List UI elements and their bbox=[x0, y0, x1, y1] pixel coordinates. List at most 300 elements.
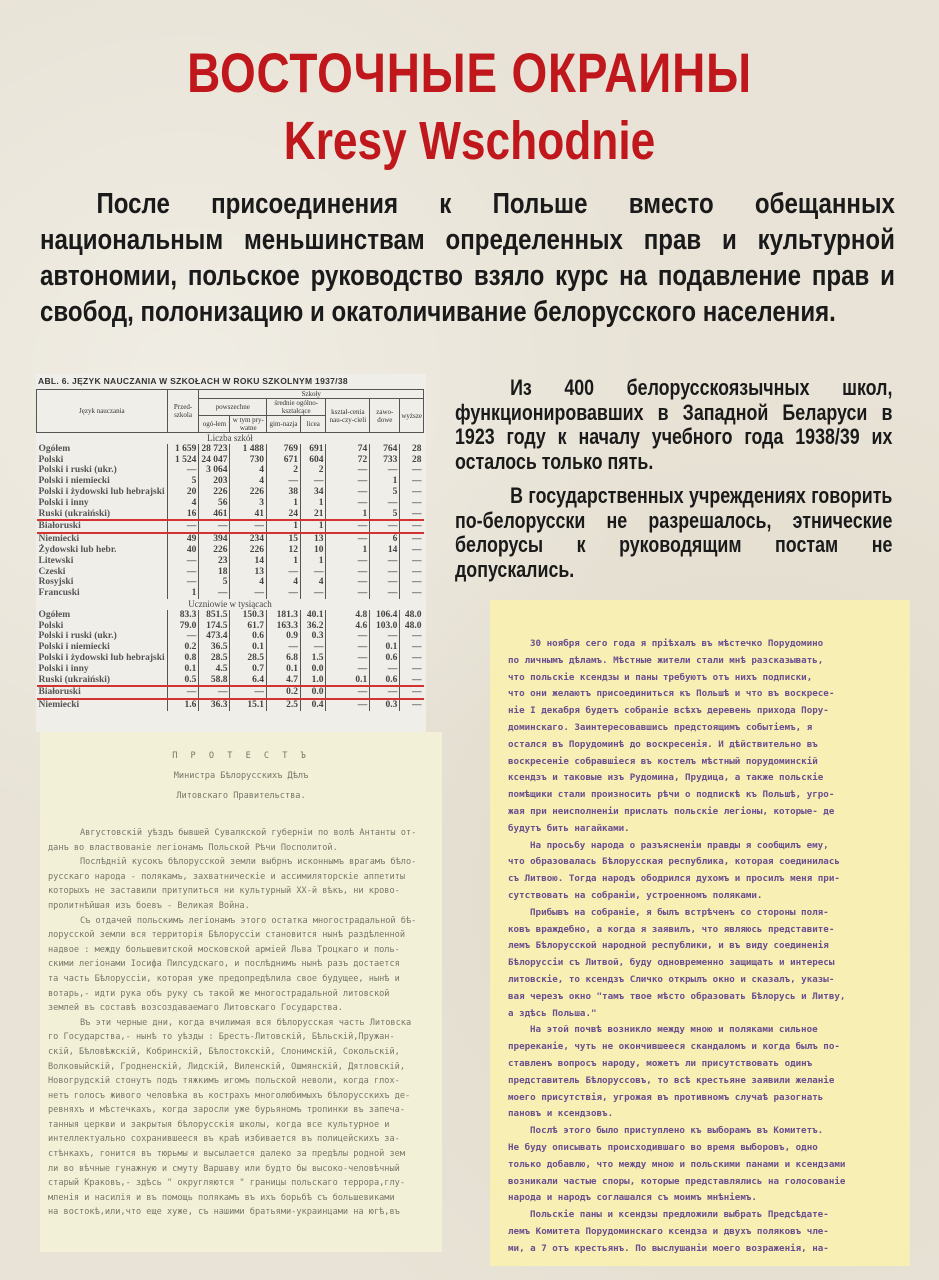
table-cell: 181.3 bbox=[267, 610, 301, 621]
row-label: Litewski bbox=[38, 555, 74, 566]
highlighted-table-row bbox=[37, 686, 424, 699]
table-cell: — bbox=[400, 520, 424, 533]
doc-line: только добавлю, что между мною и польскими панами и ксендзами bbox=[508, 1158, 846, 1170]
table-cell: 226 bbox=[199, 545, 230, 556]
table-cell: — bbox=[267, 642, 301, 653]
doc-line: та часть Бѣлоруссіи, которая уже предопредѣлила свое будущее, нынѣ и bbox=[48, 973, 400, 984]
col-higher: wyższe bbox=[400, 399, 424, 433]
table-cell: — bbox=[167, 577, 199, 588]
table-cell: 48.0 bbox=[400, 621, 424, 632]
table-row bbox=[37, 455, 424, 466]
table-cell: — bbox=[199, 520, 230, 533]
table-cell: 226 bbox=[199, 487, 230, 498]
doc-line: мленія и насилія и въ помощь полякамъ въ ихъ борьбѣ съ большевиками bbox=[48, 1192, 395, 1203]
table-cell: — bbox=[167, 567, 199, 578]
table-caption: ABL. 6. JĘZYK NAUCZANIA W SZKOŁACH W ROKU SZKOLNYM 1937/38 bbox=[38, 376, 348, 386]
col-gymnasium: gim-nazja bbox=[267, 416, 301, 433]
doc-line: интеллектуально сохранившееся въ краѣ избивается въ полицейскихъ за- bbox=[48, 1134, 400, 1145]
doc-line: пререканіе, чуть не окончившееся скандаломъ и когда былъ по- bbox=[508, 1041, 840, 1053]
table-cell: 671 bbox=[267, 455, 301, 466]
doc-line: Прибывъ на собраніе, я былъ встрѣченъ со стороны поля- bbox=[530, 906, 829, 918]
doc-line: ксендзъ и таковые изъ Рудомина, Прудица, а также польскіе bbox=[508, 772, 824, 784]
table-cell: — bbox=[400, 664, 424, 675]
table-cell: 14 bbox=[230, 556, 267, 567]
table-cell: — bbox=[326, 533, 370, 545]
doc-line: лемъ Комитета Порудоминскаго ксендза и двухъ поляковъ чле- bbox=[508, 1225, 829, 1237]
table-cell: 1 bbox=[267, 498, 301, 509]
table-cell: 23 bbox=[199, 556, 230, 567]
row-label: Czeski bbox=[38, 566, 66, 577]
table-cell: 2 bbox=[267, 465, 301, 476]
table-cell: — bbox=[400, 509, 424, 521]
table-cell: 764 bbox=[370, 444, 400, 455]
doc-line: данъ во властвованіе легіонамъ Польской Рѣчи Посполитой. bbox=[48, 842, 338, 853]
row-label: Rosyjski bbox=[38, 577, 74, 588]
table-cell: 12 bbox=[267, 545, 301, 556]
table-cell: 58.8 bbox=[199, 675, 230, 687]
table-cell: — bbox=[300, 642, 326, 653]
table-cell: 0.3 bbox=[300, 631, 326, 642]
table-cell: 0.0 bbox=[300, 686, 326, 699]
doc-line: которыхъ не заставили притупиться ни культурный XX-й вѣкъ, ни крово- bbox=[48, 886, 400, 897]
table-cell: 34 bbox=[300, 487, 326, 498]
table-cell: 0.8 bbox=[167, 653, 199, 664]
table-cell: 0.6 bbox=[370, 653, 400, 664]
row-label: Białoruski bbox=[37, 686, 168, 699]
row-label: Białoruski bbox=[37, 520, 168, 533]
col-lang: Język nauczania bbox=[37, 390, 168, 433]
table-cell: 3 064 bbox=[199, 465, 230, 476]
row-label: Polski i niemiecki bbox=[38, 642, 110, 653]
table-cell: 0.6 bbox=[370, 675, 400, 687]
table-cell: — bbox=[370, 577, 400, 588]
table-cell: — bbox=[326, 577, 370, 588]
table-row bbox=[37, 653, 424, 664]
table-cell: 1 524 bbox=[167, 455, 199, 466]
table-cell: 226 bbox=[230, 545, 267, 556]
table-cell: — bbox=[370, 465, 400, 476]
table-cell: — bbox=[326, 498, 370, 509]
table-cell: 0.4 bbox=[300, 699, 326, 711]
doc-line: 30 ноября сего года я пріѣхалъ въ мѣстечко Порудомино bbox=[530, 638, 824, 649]
doc-line: надвое : между большевитской московской арміей Льва Троцкаго и поль- bbox=[48, 944, 400, 955]
table-cell: — bbox=[267, 588, 301, 599]
table-cell: — bbox=[326, 567, 370, 578]
doc-line: ставленъ вопросъ народу, можетъ ли присутствовать одинъ bbox=[508, 1057, 813, 1069]
col-lyceum: licea bbox=[300, 416, 326, 433]
table-cell: 730 bbox=[230, 455, 267, 466]
table-cell: — bbox=[267, 476, 301, 487]
table-row bbox=[37, 556, 424, 567]
doc-line: пановъ и ксендзовъ. bbox=[508, 1108, 614, 1120]
table-cell: — bbox=[400, 686, 424, 699]
doc-line: что образовалась Бѣлорусская республика, которая соединилась bbox=[508, 856, 840, 868]
table-cell: — bbox=[370, 556, 400, 567]
table-cell: — bbox=[326, 664, 370, 675]
table-cell: 0.2 bbox=[267, 686, 301, 699]
doc-line: на востокѣ,или,что еще хуже, съ нашими братьями-украинцами на югѣ,въ bbox=[48, 1207, 400, 1218]
doc-line: танныя церкви и закрытыя бѣлорусскія школы, когда все культурное и bbox=[48, 1119, 390, 1130]
table-cell: 40 bbox=[167, 545, 199, 556]
doc-line: съ Литвою. Тогда народъ ободрился духомъ и просилъ меня при- bbox=[508, 873, 840, 885]
table-cell: 49 bbox=[167, 533, 199, 545]
row-label: Ogółem bbox=[38, 609, 71, 620]
row-label: Niemiecki bbox=[38, 700, 80, 711]
table-row bbox=[37, 610, 424, 621]
table-row bbox=[37, 476, 424, 487]
school-language-table bbox=[36, 374, 426, 732]
table-cell: 733 bbox=[370, 455, 400, 466]
doc-line: скій, Бѣловѣжскій, Кобринскій, Бѣлостокскій, Слонимскій, Сокольскій, bbox=[48, 1046, 400, 1057]
doc-line: доминскаго. Заинтересовавшись предстоящимъ событіемъ, я bbox=[508, 721, 813, 733]
table-cell: — bbox=[326, 556, 370, 567]
table-cell: 1.6 bbox=[167, 699, 199, 711]
table-cell: 604 bbox=[300, 455, 326, 466]
table-section-row bbox=[37, 433, 424, 444]
table-cell: 13 bbox=[300, 533, 326, 545]
table-cell: 36.2 bbox=[300, 621, 326, 632]
row-label: Polski bbox=[38, 454, 64, 465]
table-cell: — bbox=[400, 556, 424, 567]
doc-line: моего присутствія, угрожая въ противномъ случаѣ разогнать bbox=[508, 1091, 824, 1103]
col-schools: Szkoły bbox=[199, 390, 424, 399]
table-cell: 2.5 bbox=[267, 699, 301, 711]
table-row bbox=[37, 487, 424, 498]
table-cell: — bbox=[370, 664, 400, 675]
doc-line: На просьбу народа о разъясненіи правды я сообщилъ ему, bbox=[530, 839, 829, 851]
table-cell: — bbox=[400, 675, 424, 687]
table-cell: 38 bbox=[267, 487, 301, 498]
doc-line: землей въ составѣ возсоздаваемаго Литовскаго Государства. bbox=[48, 1003, 343, 1014]
doc-line: стѣнкахъ, гонится въ тюрьмы и высылается далеко за предѣлы родной зем bbox=[48, 1149, 405, 1160]
table-row bbox=[37, 465, 424, 476]
table-cell: 103.0 bbox=[370, 621, 400, 632]
highlighted-table-row bbox=[37, 520, 424, 533]
table-cell: — bbox=[167, 520, 199, 533]
table-cell: — bbox=[326, 588, 370, 599]
table-cell: — bbox=[326, 653, 370, 664]
table-cell: — bbox=[400, 545, 424, 556]
table-cell: — bbox=[300, 588, 326, 599]
table-cell: — bbox=[326, 520, 370, 533]
table-cell: 28.5 bbox=[230, 653, 267, 664]
table-cell: 473.4 bbox=[199, 631, 230, 642]
table-cell: 0.1 bbox=[370, 642, 400, 653]
poster-title: ВОСТОЧНЫЕ ОКРАИНЫ bbox=[187, 41, 752, 104]
doc-line: воскресеніе собравшіеся въ костелъ мѣстный порудоминскій bbox=[508, 755, 818, 767]
row-label: Ogółem bbox=[38, 443, 71, 454]
table-cell: 226 bbox=[230, 487, 267, 498]
statistics-table bbox=[36, 389, 424, 711]
table-cell: 48.0 bbox=[400, 610, 424, 621]
table-cell: 28.5 bbox=[199, 653, 230, 664]
table-cell: — bbox=[370, 520, 400, 533]
table-row bbox=[37, 642, 424, 653]
table-cell: — bbox=[167, 465, 199, 476]
doc-line: Новогрудскій стонутъ подъ тяжкимъ игомъ польской неволи, когда глох- bbox=[48, 1076, 400, 1087]
table-cell: 4.5 bbox=[199, 664, 230, 675]
doc-line: нетъ голосъ живого человѣка въ кострахъ многолюбимыхъ бѣлорусскихъ де- bbox=[48, 1090, 411, 1101]
table-cell: 851.5 bbox=[199, 610, 230, 621]
table-cell: — bbox=[230, 686, 267, 699]
doc-line: Послѣ этого было приступлено къ выборамъ въ Комитетъ. bbox=[530, 1125, 824, 1137]
table-cell: 0.0 bbox=[300, 664, 326, 675]
table-cell: 28 bbox=[400, 444, 424, 455]
table-cell: — bbox=[400, 588, 424, 599]
table-cell: — bbox=[326, 686, 370, 699]
table-cell: — bbox=[400, 476, 424, 487]
table-cell: — bbox=[167, 556, 199, 567]
table-cell: — bbox=[400, 465, 424, 476]
table-cell: — bbox=[230, 588, 267, 599]
doc-line: жая при неисполненіи прислать польскіе легіоны, которые- де bbox=[508, 805, 835, 817]
table-cell: 174.5 bbox=[199, 621, 230, 632]
table-cell: — bbox=[370, 631, 400, 642]
doc-line: пролитнѣйшая изъ боевъ - Великая Война. bbox=[48, 900, 250, 911]
side-text bbox=[455, 376, 892, 592]
table-cell: 1 bbox=[167, 588, 199, 599]
table-cell: 16 bbox=[167, 509, 199, 521]
report-document bbox=[490, 600, 910, 1266]
table-cell: 83.3 bbox=[167, 610, 199, 621]
table-cell: 5 bbox=[370, 487, 400, 498]
table-cell: 1 bbox=[326, 545, 370, 556]
table-cell: 13 bbox=[230, 567, 267, 578]
doc-line: лемъ Бѣлорусской народной республики, и въ виду соединенія bbox=[508, 940, 829, 952]
table-cell: 1 bbox=[300, 520, 326, 533]
table-cell: 4 bbox=[167, 498, 199, 509]
doc-line: вотарь,- идти рука объ руку съ такой же многострадальной литовской bbox=[48, 988, 390, 999]
doc-line: старый Краковъ,- здѣсь " округляются " границы польскаго террора,глу- bbox=[48, 1178, 405, 1189]
table-cell: 5 bbox=[370, 509, 400, 521]
doc-line: На этой почвѣ возникло между мною и поляками сильное bbox=[530, 1024, 818, 1036]
table-cell: 1 488 bbox=[230, 444, 267, 455]
table-cell: 4 bbox=[230, 577, 267, 588]
table-cell: 0.1 bbox=[167, 664, 199, 675]
col-general-private: w tym pry-watne bbox=[230, 416, 267, 433]
table-cell: — bbox=[400, 487, 424, 498]
table-cell: 0.1 bbox=[326, 675, 370, 687]
doc-line: будутъ бить нагайками. bbox=[508, 822, 630, 834]
table-cell: 1 bbox=[300, 556, 326, 567]
doc-line: помѣщики стали произносить рѣчи о подпискѣ къ Польшѣ, угро- bbox=[508, 789, 835, 801]
table-cell: 0.3 bbox=[370, 699, 400, 711]
table-cell: 1.5 bbox=[300, 653, 326, 664]
table-cell: — bbox=[230, 520, 267, 533]
table-cell: 106.4 bbox=[370, 610, 400, 621]
doc-line: скими легіонами Іосифа Пилсудскаго, и послѣднимъ нынѣ разъ достается bbox=[48, 959, 400, 970]
table-cell: — bbox=[370, 567, 400, 578]
table-row bbox=[37, 498, 424, 509]
table-row bbox=[37, 577, 424, 588]
table-section-row bbox=[37, 599, 424, 610]
table-cell: — bbox=[400, 699, 424, 711]
table-cell: 4 bbox=[230, 476, 267, 487]
table-cell: 4 bbox=[230, 465, 267, 476]
table-cell: 20 bbox=[167, 487, 199, 498]
table-cell: 36.5 bbox=[199, 642, 230, 653]
doc-line: го Государства,- нынѣ то уѣзды : Брестъ-Литовскій, Бѣльскій,Пружан- bbox=[48, 1032, 395, 1043]
table-cell: 10 bbox=[300, 545, 326, 556]
table-cell: 1 bbox=[300, 498, 326, 509]
poster-subtitle: Kresy Wschodnie bbox=[283, 111, 656, 171]
table-cell: — bbox=[400, 533, 424, 545]
side-paragraph: В государственных учреждениях говорить по-белорусски не разрешалось, этнические белорусы к руководящим постам не допускались. bbox=[455, 483, 893, 582]
table-cell: — bbox=[326, 476, 370, 487]
table-cell: 1 bbox=[267, 520, 301, 533]
doc-line: Польскіе паны и ксендзы предложили выбрать Предсѣдате- bbox=[530, 1209, 829, 1221]
table-cell: 5 bbox=[167, 476, 199, 487]
table-cell: 15.1 bbox=[230, 699, 267, 711]
table-cell: — bbox=[300, 476, 326, 487]
table-cell: — bbox=[370, 686, 400, 699]
table-row bbox=[37, 588, 424, 599]
doc-line: народа и народъ соглашался съ моимъ мнѣніемъ. bbox=[508, 1192, 757, 1204]
table-cell: 2 bbox=[300, 465, 326, 476]
table-cell: 0.7 bbox=[230, 664, 267, 675]
table-cell: 79.0 bbox=[167, 621, 199, 632]
doc-line: а здѣсь Польша." bbox=[508, 1007, 597, 1019]
doc-line: литовскіе, то ксендзъ Сличко открылъ окно и сказалъ, указы- bbox=[508, 973, 835, 985]
table-cell: — bbox=[326, 465, 370, 476]
table-cell: 21 bbox=[300, 509, 326, 521]
table-cell: — bbox=[370, 498, 400, 509]
table-cell: 4 bbox=[267, 577, 301, 588]
col-general-total: ogó-łem bbox=[199, 416, 230, 433]
table-cell: 6.4 bbox=[230, 675, 267, 687]
table-cell: 74 bbox=[326, 444, 370, 455]
table-cell: 0.2 bbox=[167, 642, 199, 653]
table-row bbox=[37, 631, 424, 642]
table-cell: 36.3 bbox=[199, 699, 230, 711]
table-cell: 40.1 bbox=[300, 610, 326, 621]
doc-line: ніе I декабря будетъ собраніе всѣхъ деревень прихода Пору- bbox=[508, 705, 829, 717]
table-cell: 1 bbox=[267, 556, 301, 567]
table-cell: — bbox=[400, 631, 424, 642]
table-row bbox=[37, 621, 424, 632]
table-cell: 4.8 bbox=[326, 610, 370, 621]
table-cell: 0.1 bbox=[267, 664, 301, 675]
table-cell: 4 bbox=[300, 577, 326, 588]
table-cell: — bbox=[326, 631, 370, 642]
doc-line: Съ отдачей польскимъ легіонамъ этого остатка многострадальной бѣ- bbox=[80, 915, 417, 926]
table-cell: 56 bbox=[199, 498, 230, 509]
doc-line: лорусской земли вся территорія Бѣлоруссіи становится нынѣ раздѣленной bbox=[48, 930, 405, 941]
table-row bbox=[37, 533, 424, 545]
section-label: Liczba szkół bbox=[207, 433, 253, 443]
table-cell: — bbox=[167, 631, 199, 642]
row-label: Francuski bbox=[38, 588, 80, 599]
side-paragraph: Из 400 белорусскоязычных школ, функционировавших в Западной Беларуси в 1923 году к началу учебного года 1938/39 их осталось только пять. bbox=[455, 375, 893, 474]
table-cell: 1 659 bbox=[167, 444, 199, 455]
table-cell: 5 bbox=[199, 577, 230, 588]
doc-line: Бѣлоруссіи съ Литвой, буду одновременно защищать и интересы bbox=[508, 957, 835, 969]
table-cell: — bbox=[326, 699, 370, 711]
table-cell: 28 723 bbox=[199, 444, 230, 455]
col-preschool: Przed-szkola bbox=[167, 390, 199, 433]
doc-line: возникали частые споры, которые представлялись на голосованіе bbox=[508, 1175, 846, 1187]
table-cell: 3 bbox=[230, 498, 267, 509]
table-cell: 1.0 bbox=[300, 675, 326, 687]
row-label: Ruski (ukraiński) bbox=[38, 508, 111, 519]
doc-line: Въ эти черные дни, когда вчилимая вся бѣлорусская часть Литовска bbox=[80, 1017, 412, 1028]
table-cell: 0.5 bbox=[167, 675, 199, 687]
table-cell: 18 bbox=[199, 567, 230, 578]
table-cell: — bbox=[326, 642, 370, 653]
table-cell: 0.1 bbox=[230, 642, 267, 653]
section-label: Uczniowie w tysiącach bbox=[188, 598, 272, 609]
doc-addressee: Литовскаго Правительства. bbox=[176, 791, 306, 801]
table-cell: 28 bbox=[400, 455, 424, 466]
table-cell: 1 bbox=[326, 509, 370, 521]
doc-line: Послѣдній кусокъ бѣлорусской земли выбрнъ исконнымъ врагамъ бѣло- bbox=[80, 857, 417, 868]
table-cell: — bbox=[400, 498, 424, 509]
doc-heading: П Р О Т Е С Т Ъ bbox=[172, 751, 310, 761]
table-row bbox=[37, 675, 424, 687]
table-cell: 461 bbox=[199, 509, 230, 521]
intro-paragraph: После присоединения к Польше вместо обещанных национальным меньшинствам определенных прав и культурной автономии, польское руководство взяло курс на подавление прав и свобод, полонизацию и окатоличивание белорусского населения. bbox=[40, 188, 895, 328]
table-row bbox=[37, 444, 424, 455]
doc-line: что польскіе ксендзы и паны требуютъ отъ нихъ подписки, bbox=[508, 671, 813, 683]
doc-addressee: Министра Бѣлорусскихъ Дѣлъ bbox=[173, 771, 309, 781]
table-cell: 6.8 bbox=[267, 653, 301, 664]
table-row bbox=[37, 509, 424, 521]
table-cell: — bbox=[199, 588, 230, 599]
table-row bbox=[37, 545, 424, 556]
table-cell: — bbox=[370, 588, 400, 599]
table-cell: — bbox=[267, 567, 301, 578]
table-cell: 203 bbox=[199, 476, 230, 487]
table-cell: — bbox=[199, 686, 230, 699]
row-label: Polski i żydowski lub hebrajski bbox=[38, 486, 165, 497]
table-cell: 15 bbox=[267, 533, 301, 545]
doc-line: что они желаютъ присоединиться къ Польшѣ и что въ воскресе- bbox=[508, 688, 835, 700]
table-cell: — bbox=[400, 577, 424, 588]
doc-line: ревняхъ и мѣстечкахъ, когда заросли уже бурьяномъ тропинки въ запеча- bbox=[48, 1105, 405, 1116]
row-label: Niemiecki bbox=[38, 534, 80, 545]
table-cell: 234 bbox=[230, 533, 267, 545]
table-cell: 163.3 bbox=[267, 621, 301, 632]
table-cell: 691 bbox=[300, 444, 326, 455]
doc-line: Августовскій уѣздъ бывшей Сувалкской губерніи по волѣ Антанты от- bbox=[80, 828, 417, 838]
doc-line: вая черезъ окно "тамъ твое мѣсто образовать Бѣлорусь и Литву, bbox=[508, 990, 846, 1002]
table-cell: — bbox=[167, 686, 199, 699]
table-row bbox=[37, 699, 424, 711]
table-cell: — bbox=[300, 567, 326, 578]
table-cell: 41 bbox=[230, 509, 267, 521]
doc-line: Волковыйскій, Гродненскій, Лидскій, Виленскій, Ошмянскій, Дятловскій, bbox=[48, 1061, 405, 1072]
doc-line: по личнымъ дѣламъ. Мѣстные жители стали мнѣ разсказывать, bbox=[508, 654, 824, 666]
table-cell: — bbox=[400, 567, 424, 578]
col-secondary: średnie ogólno-kształcące bbox=[267, 399, 326, 416]
col-vocational: zawo-dowe bbox=[370, 399, 400, 433]
row-label: Żydowski lub hebr. bbox=[38, 544, 117, 555]
table-cell: 4.7 bbox=[267, 675, 301, 687]
table-cell: 1 bbox=[370, 476, 400, 487]
row-label: Ruski (ukraiński) bbox=[38, 674, 111, 685]
table-cell: 0.6 bbox=[230, 631, 267, 642]
doc-line: русскаго народа - полякамъ, захватническіе и ассимиляторскіе аппетиты bbox=[48, 871, 405, 882]
row-label: Polski i ruski (ukr.) bbox=[38, 465, 117, 476]
table-cell: 24 bbox=[267, 509, 301, 521]
table-cell: 14 bbox=[370, 545, 400, 556]
doc-line: ли во вѣчные гунажную и смуту Варшаву или будто бы высоко-человѣчный bbox=[48, 1163, 400, 1174]
col-teacher: kształ-cenia nau-czy-cieli bbox=[326, 399, 370, 433]
table-cell: 394 bbox=[199, 533, 230, 545]
doc-line: ковъ враждебно, а когда я заявилъ, что являюсь представите- bbox=[508, 923, 835, 935]
row-label: Polski i niemiecki bbox=[38, 476, 110, 487]
row-label: Polski bbox=[38, 620, 64, 631]
